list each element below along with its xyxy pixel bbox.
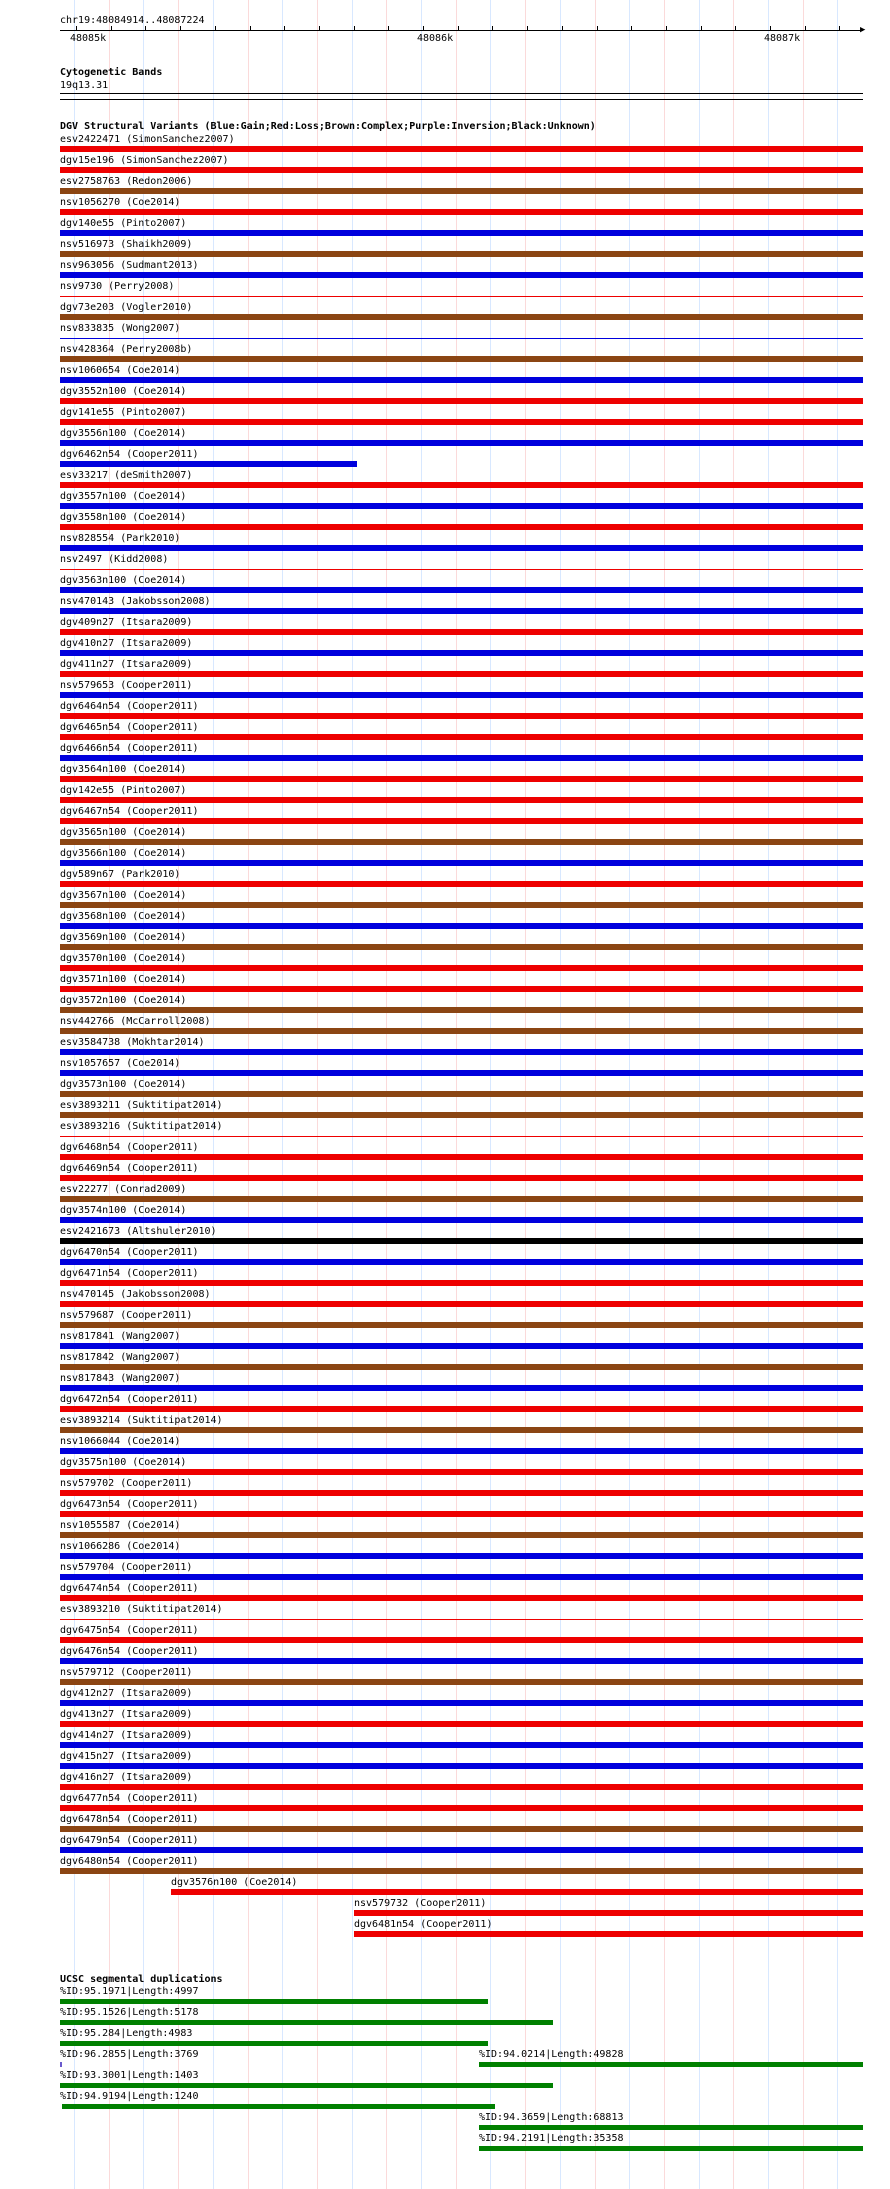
variant-bar[interactable] (60, 251, 863, 257)
variant-label[interactable]: dgv3575n100 (Coe2014) (60, 1457, 187, 1468)
variant-bar[interactable] (60, 1049, 863, 1055)
variant-bar[interactable] (60, 1619, 863, 1620)
variant-bar[interactable] (60, 1112, 863, 1118)
variant-bar[interactable] (60, 503, 863, 509)
variant-bar[interactable] (60, 1784, 863, 1790)
variant-label[interactable]: dgv414n27 (Itsara2009) (60, 1730, 193, 1741)
variant-label[interactable]: dgv3568n100 (Coe2014) (60, 911, 187, 922)
variant-label[interactable]: esv3893211 (Suktitipat2014) (60, 1100, 223, 1111)
variant-bar[interactable] (60, 338, 863, 339)
variant-label[interactable]: dgv6462n54 (Cooper2011) (60, 449, 199, 460)
variant-bar[interactable] (60, 1805, 863, 1811)
variant-bar[interactable] (60, 524, 863, 530)
segdup-bar[interactable] (479, 2146, 863, 2151)
variant-label[interactable]: dgv3558n100 (Coe2014) (60, 512, 187, 523)
cytoband-bar-bottom (60, 99, 863, 100)
variant-label[interactable]: nsv516973 (Shaikh2009) (60, 239, 193, 250)
variant-label[interactable]: nsv579653 (Cooper2011) (60, 680, 193, 691)
variant-bar[interactable] (60, 398, 863, 404)
ruler-tick (111, 26, 112, 30)
variant-label[interactable]: dgv6481n54 (Cooper2011) (354, 1919, 493, 1930)
variant-label[interactable]: dgv6466n54 (Cooper2011) (60, 743, 199, 754)
variant-label[interactable]: nsv1056270 (Coe2014) (60, 197, 181, 208)
ruler-tick (388, 26, 389, 30)
variant-label[interactable]: nsv579732 (Cooper2011) (354, 1898, 487, 1909)
variant-bar[interactable] (60, 692, 863, 698)
variant-label[interactable]: nsv963056 (Sudmant2013) (60, 260, 199, 271)
ruler-tick (562, 26, 563, 30)
variant-bar[interactable] (60, 419, 863, 425)
segdup-label[interactable]: %ID:95.284|Length:4983 (60, 2028, 193, 2039)
variant-bar[interactable] (60, 1553, 863, 1559)
variant-bar[interactable] (60, 1658, 863, 1664)
variant-bar[interactable] (60, 1511, 863, 1517)
variant-bar[interactable] (60, 1322, 863, 1328)
variant-label[interactable]: nsv1066044 (Coe2014) (60, 1436, 181, 1447)
segdup-label[interactable]: %ID:95.1971|Length:4997 (60, 1986, 199, 1997)
variant-bar[interactable] (60, 734, 863, 740)
variant-label[interactable]: dgv6475n54 (Cooper2011) (60, 1625, 199, 1636)
variant-label[interactable]: esv3893214 (Suktitipat2014) (60, 1415, 223, 1426)
ruler-tick-label: 48086k (417, 33, 454, 44)
segdup-label[interactable]: %ID:94.0214|Length:49828 (479, 2049, 624, 2060)
segdup-bar[interactable] (60, 2041, 488, 2046)
variant-label[interactable]: dgv411n27 (Itsara2009) (60, 659, 193, 670)
variant-bar[interactable] (60, 1679, 863, 1685)
variant-bar[interactable] (60, 1742, 863, 1748)
variant-bar[interactable] (60, 1091, 863, 1097)
variant-bar[interactable] (60, 167, 863, 173)
ruler-axis (60, 30, 863, 31)
variant-bar[interactable] (60, 755, 863, 761)
variant-bar[interactable] (60, 1136, 863, 1137)
dgv-track-title[interactable]: DGV Structural Variants (Blue:Gain;Red:Loss;Brown:Complex;Purple:Inversion;Black:Unknown) (60, 121, 596, 132)
variant-bar[interactable] (60, 146, 863, 152)
variant-bar[interactable] (60, 1637, 863, 1643)
variant-bar[interactable] (354, 1910, 863, 1916)
variant-label[interactable]: nsv442766 (McCarroll2008) (60, 1016, 211, 1027)
ruler-tick (770, 26, 771, 30)
ruler-tick (319, 26, 320, 30)
variant-label[interactable]: dgv3556n100 (Coe2014) (60, 428, 187, 439)
variant-label[interactable]: nsv428364 (Perry2008b) (60, 344, 193, 355)
variant-bar[interactable] (171, 1889, 863, 1895)
variant-label[interactable]: dgv6465n54 (Cooper2011) (60, 722, 199, 733)
variant-label[interactable]: esv3893210 (Suktitipat2014) (60, 1604, 223, 1615)
variant-label[interactable]: nsv470145 (Jakobsson2008) (60, 1289, 211, 1300)
ruler-tick (701, 26, 702, 30)
variant-label[interactable]: nsv1057657 (Coe2014) (60, 1058, 181, 1069)
variant-label[interactable]: esv2422471 (SimonSanchez2007) (60, 134, 235, 145)
variant-label[interactable]: dgv6467n54 (Cooper2011) (60, 806, 199, 817)
variant-bar[interactable] (60, 776, 863, 782)
ruler-tick (284, 26, 285, 30)
variant-label[interactable]: esv3893216 (Suktitipat2014) (60, 1121, 223, 1132)
variant-label[interactable]: esv33217 (deSmith2007) (60, 470, 193, 481)
variant-label[interactable]: nsv833835 (Wong2007) (60, 323, 181, 334)
variant-bar[interactable] (60, 1175, 863, 1181)
variant-label[interactable]: esv2758763 (Redon2006) (60, 176, 193, 187)
variant-label[interactable]: nsv9730 (Perry2008) (60, 281, 175, 292)
variant-bar[interactable] (60, 860, 863, 866)
variant-bar[interactable] (60, 1238, 863, 1244)
segdup-bar[interactable] (60, 2062, 62, 2067)
ruler-tick (423, 26, 424, 30)
variant-label[interactable]: dgv6470n54 (Cooper2011) (60, 1247, 199, 1258)
variant-label[interactable]: dgv6464n54 (Cooper2011) (60, 701, 199, 712)
ruler-tick (215, 26, 216, 30)
variant-bar[interactable] (60, 650, 863, 656)
variant-label[interactable]: nsv579702 (Cooper2011) (60, 1478, 193, 1489)
variant-bar[interactable] (60, 1343, 863, 1349)
variant-label[interactable]: nsv817842 (Wang2007) (60, 1352, 181, 1363)
variant-label[interactable]: dgv6473n54 (Cooper2011) (60, 1499, 199, 1510)
ruler-tick (527, 26, 528, 30)
variant-bar[interactable] (60, 902, 863, 908)
variant-label[interactable]: dgv6471n54 (Cooper2011) (60, 1268, 199, 1279)
cytoband-label: 19q13.31 (60, 80, 109, 91)
variant-bar[interactable] (60, 1385, 863, 1391)
variant-label[interactable]: dgv6468n54 (Cooper2011) (60, 1142, 199, 1153)
variant-bar[interactable] (60, 1217, 863, 1223)
variant-bar[interactable] (60, 587, 863, 593)
variant-label[interactable]: dgv6474n54 (Cooper2011) (60, 1583, 199, 1594)
variant-label[interactable]: dgv6480n54 (Cooper2011) (60, 1856, 199, 1867)
segdup-bar[interactable] (62, 2104, 495, 2109)
variant-bar[interactable] (60, 1070, 863, 1076)
variant-bar[interactable] (60, 440, 863, 446)
variant-bar[interactable] (60, 1406, 863, 1412)
position-label: chr19:48084914..48087224 (60, 15, 205, 26)
variant-label[interactable]: nsv1066286 (Coe2014) (60, 1541, 181, 1552)
variant-label[interactable]: dgv3557n100 (Coe2014) (60, 491, 187, 502)
variant-label[interactable]: dgv6479n54 (Cooper2011) (60, 1835, 199, 1846)
variant-bar[interactable] (60, 944, 863, 950)
variant-bar[interactable] (354, 1931, 863, 1937)
variant-label[interactable]: dgv142e55 (Pinto2007) (60, 785, 187, 796)
variant-label[interactable]: dgv3563n100 (Coe2014) (60, 575, 187, 586)
variant-label[interactable]: dgv3569n100 (Coe2014) (60, 932, 187, 943)
ruler-tick (492, 26, 493, 30)
variant-bar[interactable] (60, 1868, 863, 1874)
variant-bar[interactable] (60, 1595, 863, 1601)
variant-label[interactable]: dgv589n67 (Park2010) (60, 869, 181, 880)
variant-label[interactable]: dgv73e203 (Vogler2010) (60, 302, 193, 313)
variant-bar[interactable] (60, 461, 357, 467)
variant-label[interactable]: dgv15e196 (SimonSanchez2007) (60, 155, 229, 166)
ruler-tick (180, 26, 181, 30)
variant-label[interactable]: dgv3572n100 (Coe2014) (60, 995, 187, 1006)
ruler-tick-label: 48085k (70, 33, 107, 44)
variant-bar[interactable] (60, 881, 863, 887)
variant-label[interactable]: dgv3570n100 (Coe2014) (60, 953, 187, 964)
variant-label[interactable]: dgv3573n100 (Coe2014) (60, 1079, 187, 1090)
variant-label[interactable]: dgv6476n54 (Cooper2011) (60, 1646, 199, 1657)
variant-label[interactable]: dgv415n27 (Itsara2009) (60, 1751, 193, 1762)
segdup-bar[interactable] (479, 2125, 863, 2130)
variant-bar[interactable] (60, 377, 863, 383)
variant-label[interactable]: esv3584738 (Mokhtar2014) (60, 1037, 205, 1048)
variant-bar[interactable] (60, 1364, 863, 1370)
variant-bar[interactable] (60, 923, 863, 929)
variant-label[interactable]: nsv1055587 (Coe2014) (60, 1520, 181, 1531)
variant-label[interactable]: nsv1060654 (Coe2014) (60, 365, 181, 376)
variant-label[interactable]: dgv3567n100 (Coe2014) (60, 890, 187, 901)
segdup-label[interactable]: %ID:95.1526|Length:5178 (60, 2007, 199, 2018)
variant-label[interactable]: dgv3576n100 (Coe2014) (171, 1877, 298, 1888)
variant-label[interactable]: dgv6469n54 (Cooper2011) (60, 1163, 199, 1174)
segdup-bar[interactable] (479, 2062, 863, 2067)
variant-bar[interactable] (60, 986, 863, 992)
variant-bar[interactable] (60, 671, 863, 677)
variant-bar[interactable] (60, 569, 863, 570)
ruler-tick (76, 26, 77, 30)
variant-bar[interactable] (60, 356, 863, 362)
variant-label[interactable]: dgv3574n100 (Coe2014) (60, 1205, 187, 1216)
ruler-tick (250, 26, 251, 30)
variant-bar[interactable] (60, 608, 863, 614)
ruler-tick (805, 26, 806, 30)
segdup-label[interactable]: %ID:94.3659|Length:68813 (479, 2112, 624, 2123)
variant-bar[interactable] (60, 296, 863, 297)
ruler-tick-label: 48087k (764, 33, 801, 44)
variant-bar[interactable] (60, 839, 863, 845)
variant-bar[interactable] (60, 314, 863, 320)
variant-bar[interactable] (60, 1490, 863, 1496)
ruler-tick (735, 26, 736, 30)
variant-bar[interactable] (60, 1469, 863, 1475)
variant-bar[interactable] (60, 230, 863, 236)
variant-label[interactable]: dgv6478n54 (Cooper2011) (60, 1814, 199, 1825)
cytoband-bar-top (60, 93, 863, 94)
variant-label[interactable]: dgv140e55 (Pinto2007) (60, 218, 187, 229)
variant-label[interactable]: nsv828554 (Park2010) (60, 533, 181, 544)
variant-bar[interactable] (60, 1532, 863, 1538)
variant-label[interactable]: nsv579687 (Cooper2011) (60, 1310, 193, 1321)
ruler-tick (839, 26, 840, 30)
variant-label[interactable]: nsv470143 (Jakobsson2008) (60, 596, 211, 607)
variant-bar[interactable] (60, 1196, 863, 1202)
variant-label[interactable]: esv22277 (Conrad2009) (60, 1184, 187, 1195)
variant-bar[interactable] (60, 482, 863, 488)
variant-label[interactable]: dgv3566n100 (Coe2014) (60, 848, 187, 859)
variant-bar[interactable] (60, 1700, 863, 1706)
variant-bar[interactable] (60, 965, 863, 971)
variant-bar[interactable] (60, 545, 863, 551)
segdup-bar[interactable] (60, 1999, 488, 2004)
variant-label[interactable]: nsv579712 (Cooper2011) (60, 1667, 193, 1678)
cytoband-track-title[interactable]: Cytogenetic Bands (60, 67, 163, 78)
variant-label[interactable]: dgv410n27 (Itsara2009) (60, 638, 193, 649)
ruler-arrow-icon: ▶ (860, 25, 866, 35)
variant-label[interactable]: esv2421673 (Altshuler2010) (60, 1226, 217, 1237)
variant-bar[interactable] (60, 188, 863, 194)
variant-bar[interactable] (60, 629, 863, 635)
segdup-label[interactable]: %ID:93.3001|Length:1403 (60, 2070, 199, 2081)
variant-bar[interactable] (60, 1721, 863, 1727)
ruler-tick (354, 26, 355, 30)
ruler-tick (458, 26, 459, 30)
variant-label[interactable]: dgv416n27 (Itsara2009) (60, 1772, 193, 1783)
variant-label[interactable]: dgv3565n100 (Coe2014) (60, 827, 187, 838)
segdup-label[interactable]: %ID:96.2855|Length:3769 (60, 2049, 199, 2060)
variant-label[interactable]: dgv141e55 (Pinto2007) (60, 407, 187, 418)
variant-bar[interactable] (60, 797, 863, 803)
variant-label[interactable]: nsv817843 (Wang2007) (60, 1373, 181, 1384)
variant-bar[interactable] (60, 1154, 863, 1160)
variant-bar[interactable] (60, 1847, 863, 1853)
variant-label[interactable]: dgv6472n54 (Cooper2011) (60, 1394, 199, 1405)
ruler-tick (145, 26, 146, 30)
variant-bar[interactable] (60, 1826, 863, 1832)
variant-label[interactable]: dgv6477n54 (Cooper2011) (60, 1793, 199, 1804)
segdup-bar[interactable] (60, 2083, 553, 2088)
variant-label[interactable]: nsv817841 (Wang2007) (60, 1331, 181, 1342)
variant-label[interactable]: dgv413n27 (Itsara2009) (60, 1709, 193, 1720)
variant-label[interactable]: dgv412n27 (Itsara2009) (60, 1688, 193, 1699)
variant-label[interactable]: nsv2497 (Kidd2008) (60, 554, 169, 565)
variant-bar[interactable] (60, 1259, 863, 1265)
variant-bar[interactable] (60, 1763, 863, 1769)
variant-bar[interactable] (60, 1427, 863, 1433)
variant-bar[interactable] (60, 1280, 863, 1286)
ruler-tick (597, 26, 598, 30)
variant-bar[interactable] (60, 1007, 863, 1013)
variant-bar[interactable] (60, 1448, 863, 1454)
segdup-label[interactable]: %ID:94.9194|Length:1240 (60, 2091, 199, 2102)
ruler-tick (666, 26, 667, 30)
variant-bar[interactable] (60, 1301, 863, 1307)
variant-bar[interactable] (60, 209, 863, 215)
variant-bar[interactable] (60, 272, 863, 278)
segdup-label[interactable]: %ID:94.2191|Length:35358 (479, 2133, 624, 2144)
variant-bar[interactable] (60, 713, 863, 719)
variant-bar[interactable] (60, 1028, 863, 1034)
segdup-track-title[interactable]: UCSC segmental duplications (60, 1974, 223, 1985)
variant-label[interactable]: dgv3564n100 (Coe2014) (60, 764, 187, 775)
ruler-tick (631, 26, 632, 30)
segdup-bar[interactable] (60, 2020, 553, 2025)
variant-label[interactable]: nsv579704 (Cooper2011) (60, 1562, 193, 1573)
variant-label[interactable]: dgv3571n100 (Coe2014) (60, 974, 187, 985)
variant-label[interactable]: dgv3552n100 (Coe2014) (60, 386, 187, 397)
variant-label[interactable]: dgv409n27 (Itsara2009) (60, 617, 193, 628)
variant-bar[interactable] (60, 1574, 863, 1580)
variant-bar[interactable] (60, 818, 863, 824)
